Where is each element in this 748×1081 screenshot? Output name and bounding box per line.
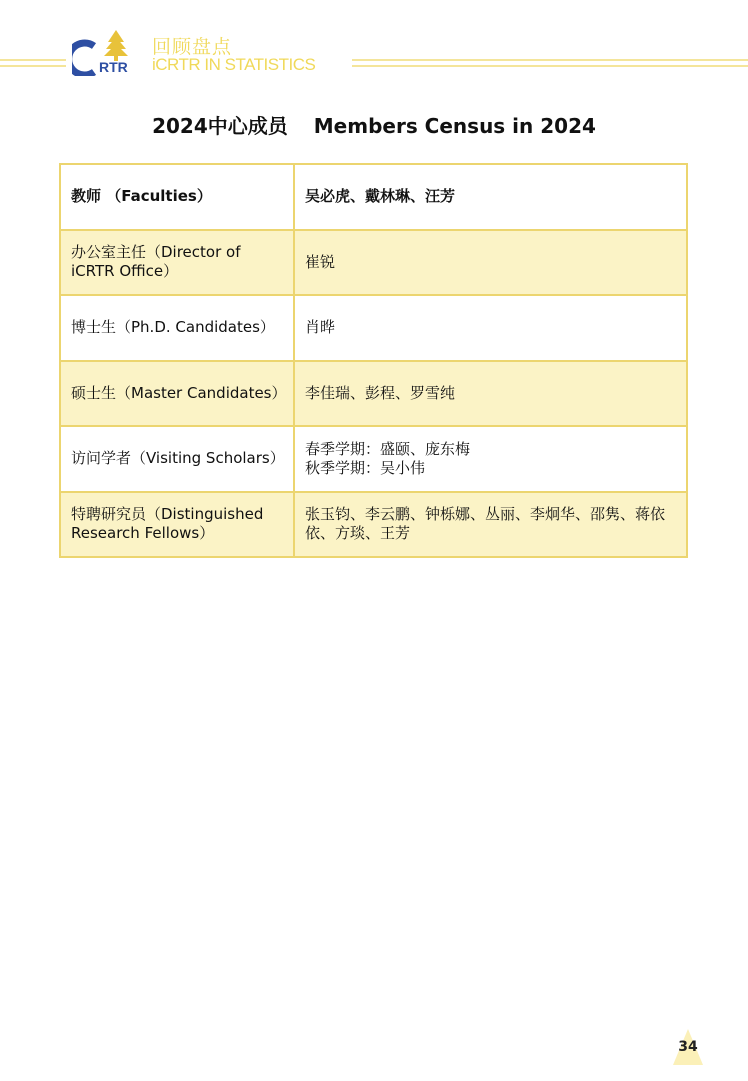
members-cell: 春季学期：盛颐、庞东梅 秋季学期：吴小伟 [294, 426, 687, 492]
logo-text: RTR [99, 59, 128, 75]
table-row [60, 361, 687, 427]
header-title-en: iCRTR IN STATISTICS [152, 55, 316, 74]
table-row [60, 164, 687, 230]
page-title [0, 110, 748, 139]
role-cell: 博士生（Ph.D. Candidates） [60, 295, 294, 361]
role-cell: 办公室主任（Director of iCRTR Office） [60, 230, 294, 296]
members-cell: 吴必虎、戴林琳、汪芳 [294, 164, 687, 230]
header-title-cn: 回顾盘点 [152, 36, 233, 58]
table-row [60, 426, 687, 492]
page-header [0, 0, 748, 95]
role-cell: 访问学者（Visiting Scholars） [60, 426, 294, 492]
table-row [60, 230, 687, 296]
title-cn: 2024中心成员 [152, 114, 288, 138]
role-cell: 硕士生（Master Candidates） [60, 361, 294, 427]
role-cell: 特聘研究员（Distinguished Research Fellows） [60, 492, 294, 558]
members-cell: 肖晔 [294, 295, 687, 361]
members-cell: 崔锐 [294, 230, 687, 296]
members-cell: 张玉钧、李云鹏、钟栎娜、丛丽、李炯华、邵隽、蒋依依、方琰、王芳 [294, 492, 687, 558]
members-census-table [59, 163, 688, 558]
header-rule-right [352, 59, 748, 71]
table-row [60, 295, 687, 361]
table-row [60, 492, 687, 558]
members-cell: 李佳瑞、彭程、罗雪纯 [294, 361, 687, 427]
page-number: 34 [678, 1039, 698, 1055]
header-rule-left [0, 59, 66, 71]
role-cell: 教师 （Faculties） [60, 164, 294, 230]
title-en: Members Census in 2024 [313, 114, 596, 138]
icrtr-logo [72, 28, 144, 76]
